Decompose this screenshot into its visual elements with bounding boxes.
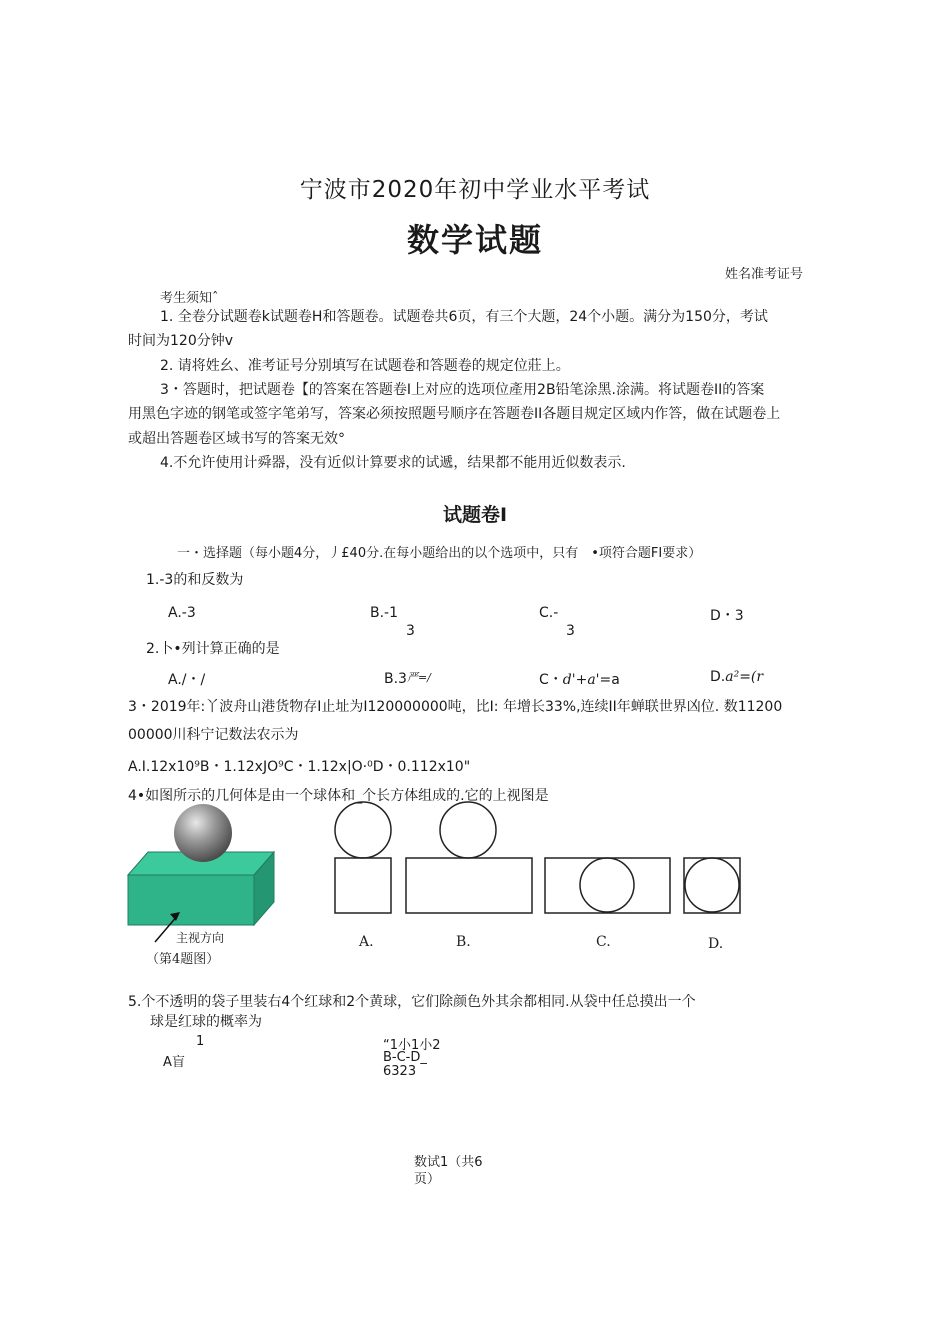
question-stem: 5.个不透明的袋子里装右4个红球和2个黄球，它们除颜色外其余都相同.从袋中任总摸出一个 xyxy=(128,994,696,1010)
option-a-figure xyxy=(335,802,391,913)
circle-shape xyxy=(335,802,391,858)
option-b-denominator: 3 xyxy=(406,623,415,639)
option-d: D・3 xyxy=(710,608,744,624)
option-c-result: =a xyxy=(599,672,620,688)
option-c-prefix: C・ xyxy=(539,672,563,688)
option-a: A.-3 xyxy=(168,605,196,621)
notice-line: 时间为120分钟v xyxy=(128,333,234,349)
question-stem: 1.-3的和反数为 xyxy=(146,572,244,588)
solid-figure xyxy=(128,804,274,942)
rectangle-shape xyxy=(545,858,670,913)
option-c-denominator: 3 xyxy=(566,623,575,639)
question-stem-cont: 球是红球的概率为 xyxy=(150,1014,262,1030)
option-d-formula: a²=(r xyxy=(725,669,764,685)
notice-line: 3・答题时，把试题卷【的答案在答题卷I上对应的选项位產用2B铅笔涂黑.涂满。将试题卷II的答案 xyxy=(160,382,765,398)
page-title: 数学试题 xyxy=(406,221,543,259)
circle-shape xyxy=(685,858,739,912)
notice-heading: 考生须知ˆ xyxy=(160,291,219,306)
question-stem: 3・2019年:丫波舟山港货物存I止址为I120000000吨，比I: 年增长33%,连续II年蝉联世界凶位. 数11200 xyxy=(128,699,783,715)
option-b-prefix: B.3 xyxy=(384,671,407,687)
option-c: C.- xyxy=(539,605,559,621)
page-footer: 数试1（共6 xyxy=(414,1155,483,1170)
figure-caption: （第4题图） xyxy=(146,952,220,967)
option-c-formula: d'+a' xyxy=(562,672,600,688)
options-denominators: 6323 xyxy=(383,1064,417,1076)
option-label-d: D. xyxy=(708,936,724,952)
option-a: A./・/ xyxy=(168,672,206,688)
option-b: B.-1 xyxy=(370,605,399,621)
option-a-numerator: 1 xyxy=(196,1034,205,1049)
option-a: A盲 xyxy=(163,1055,185,1070)
circle-shape xyxy=(440,802,496,858)
circle-shape xyxy=(580,858,634,912)
options-labels: B-C-D_ xyxy=(383,1050,427,1065)
option-label-b: B. xyxy=(456,934,471,950)
option-label-c: C. xyxy=(596,934,611,950)
notice-line: 用黑色字迹的钢笔或签字笔弟写，答案必须按照题号顺序在答题卷II各题目规定区域内作答，做在试题卷上 xyxy=(128,406,781,422)
option-c-figure xyxy=(545,858,670,913)
question-stem-cont: 00000川科宁记数法农示为 xyxy=(128,727,299,743)
option-label-a: A. xyxy=(359,934,374,950)
arrow-label: 主视方向 xyxy=(176,931,225,945)
notice-line: 或超出答题卷区域书写的答案无效° xyxy=(128,431,345,447)
sphere xyxy=(174,804,232,862)
notice-line: 1. 全卷分试题卷k试题卷H和答题卷。试题卷共6页，有三个大题，24个小题。满分为150分，考试 xyxy=(160,309,768,325)
box-front-face xyxy=(128,875,254,925)
question-stem: 4•如图所示的几何体是由一个球体和_个长方体组成的.它的上视图是 xyxy=(128,788,549,804)
page-footer-cont: 页） xyxy=(414,1172,441,1187)
question-options: A.I.12x10⁹B・1.12xJO⁹C・1.12x|O·⁰D・0.112x10" xyxy=(128,759,471,775)
section-instruction: 一・选择题（每小题4分，丿£40分.在每小题给出的以个选项中，只有 •项符合题FI要求） xyxy=(177,546,702,561)
section-title: 试题卷I xyxy=(442,504,508,526)
rectangle-shape xyxy=(406,858,532,913)
question-stem: 2.卜•列计算正确的是 xyxy=(146,641,280,657)
option-d-figure xyxy=(684,858,740,913)
exam-title: 宁波市2020年初中学业水平考试 xyxy=(299,177,651,203)
notice-line: 2. 请将姓幺、准考证号分别填写在试题卷和答题卷的规定位莊上。 xyxy=(160,358,570,374)
square-shape xyxy=(335,858,391,913)
name-id-label: 姓名准考证号 xyxy=(725,267,804,282)
notice-line: 4.不允许使用计舜器，没有近似计算要求的试遞，结果都不能用近似数表示. xyxy=(160,455,626,471)
option-d-prefix: D. xyxy=(710,669,726,685)
options-numerators: “1小1小2 xyxy=(383,1038,441,1053)
option-b-formula: 严=/ xyxy=(406,671,431,684)
option-b-figure xyxy=(406,802,532,913)
